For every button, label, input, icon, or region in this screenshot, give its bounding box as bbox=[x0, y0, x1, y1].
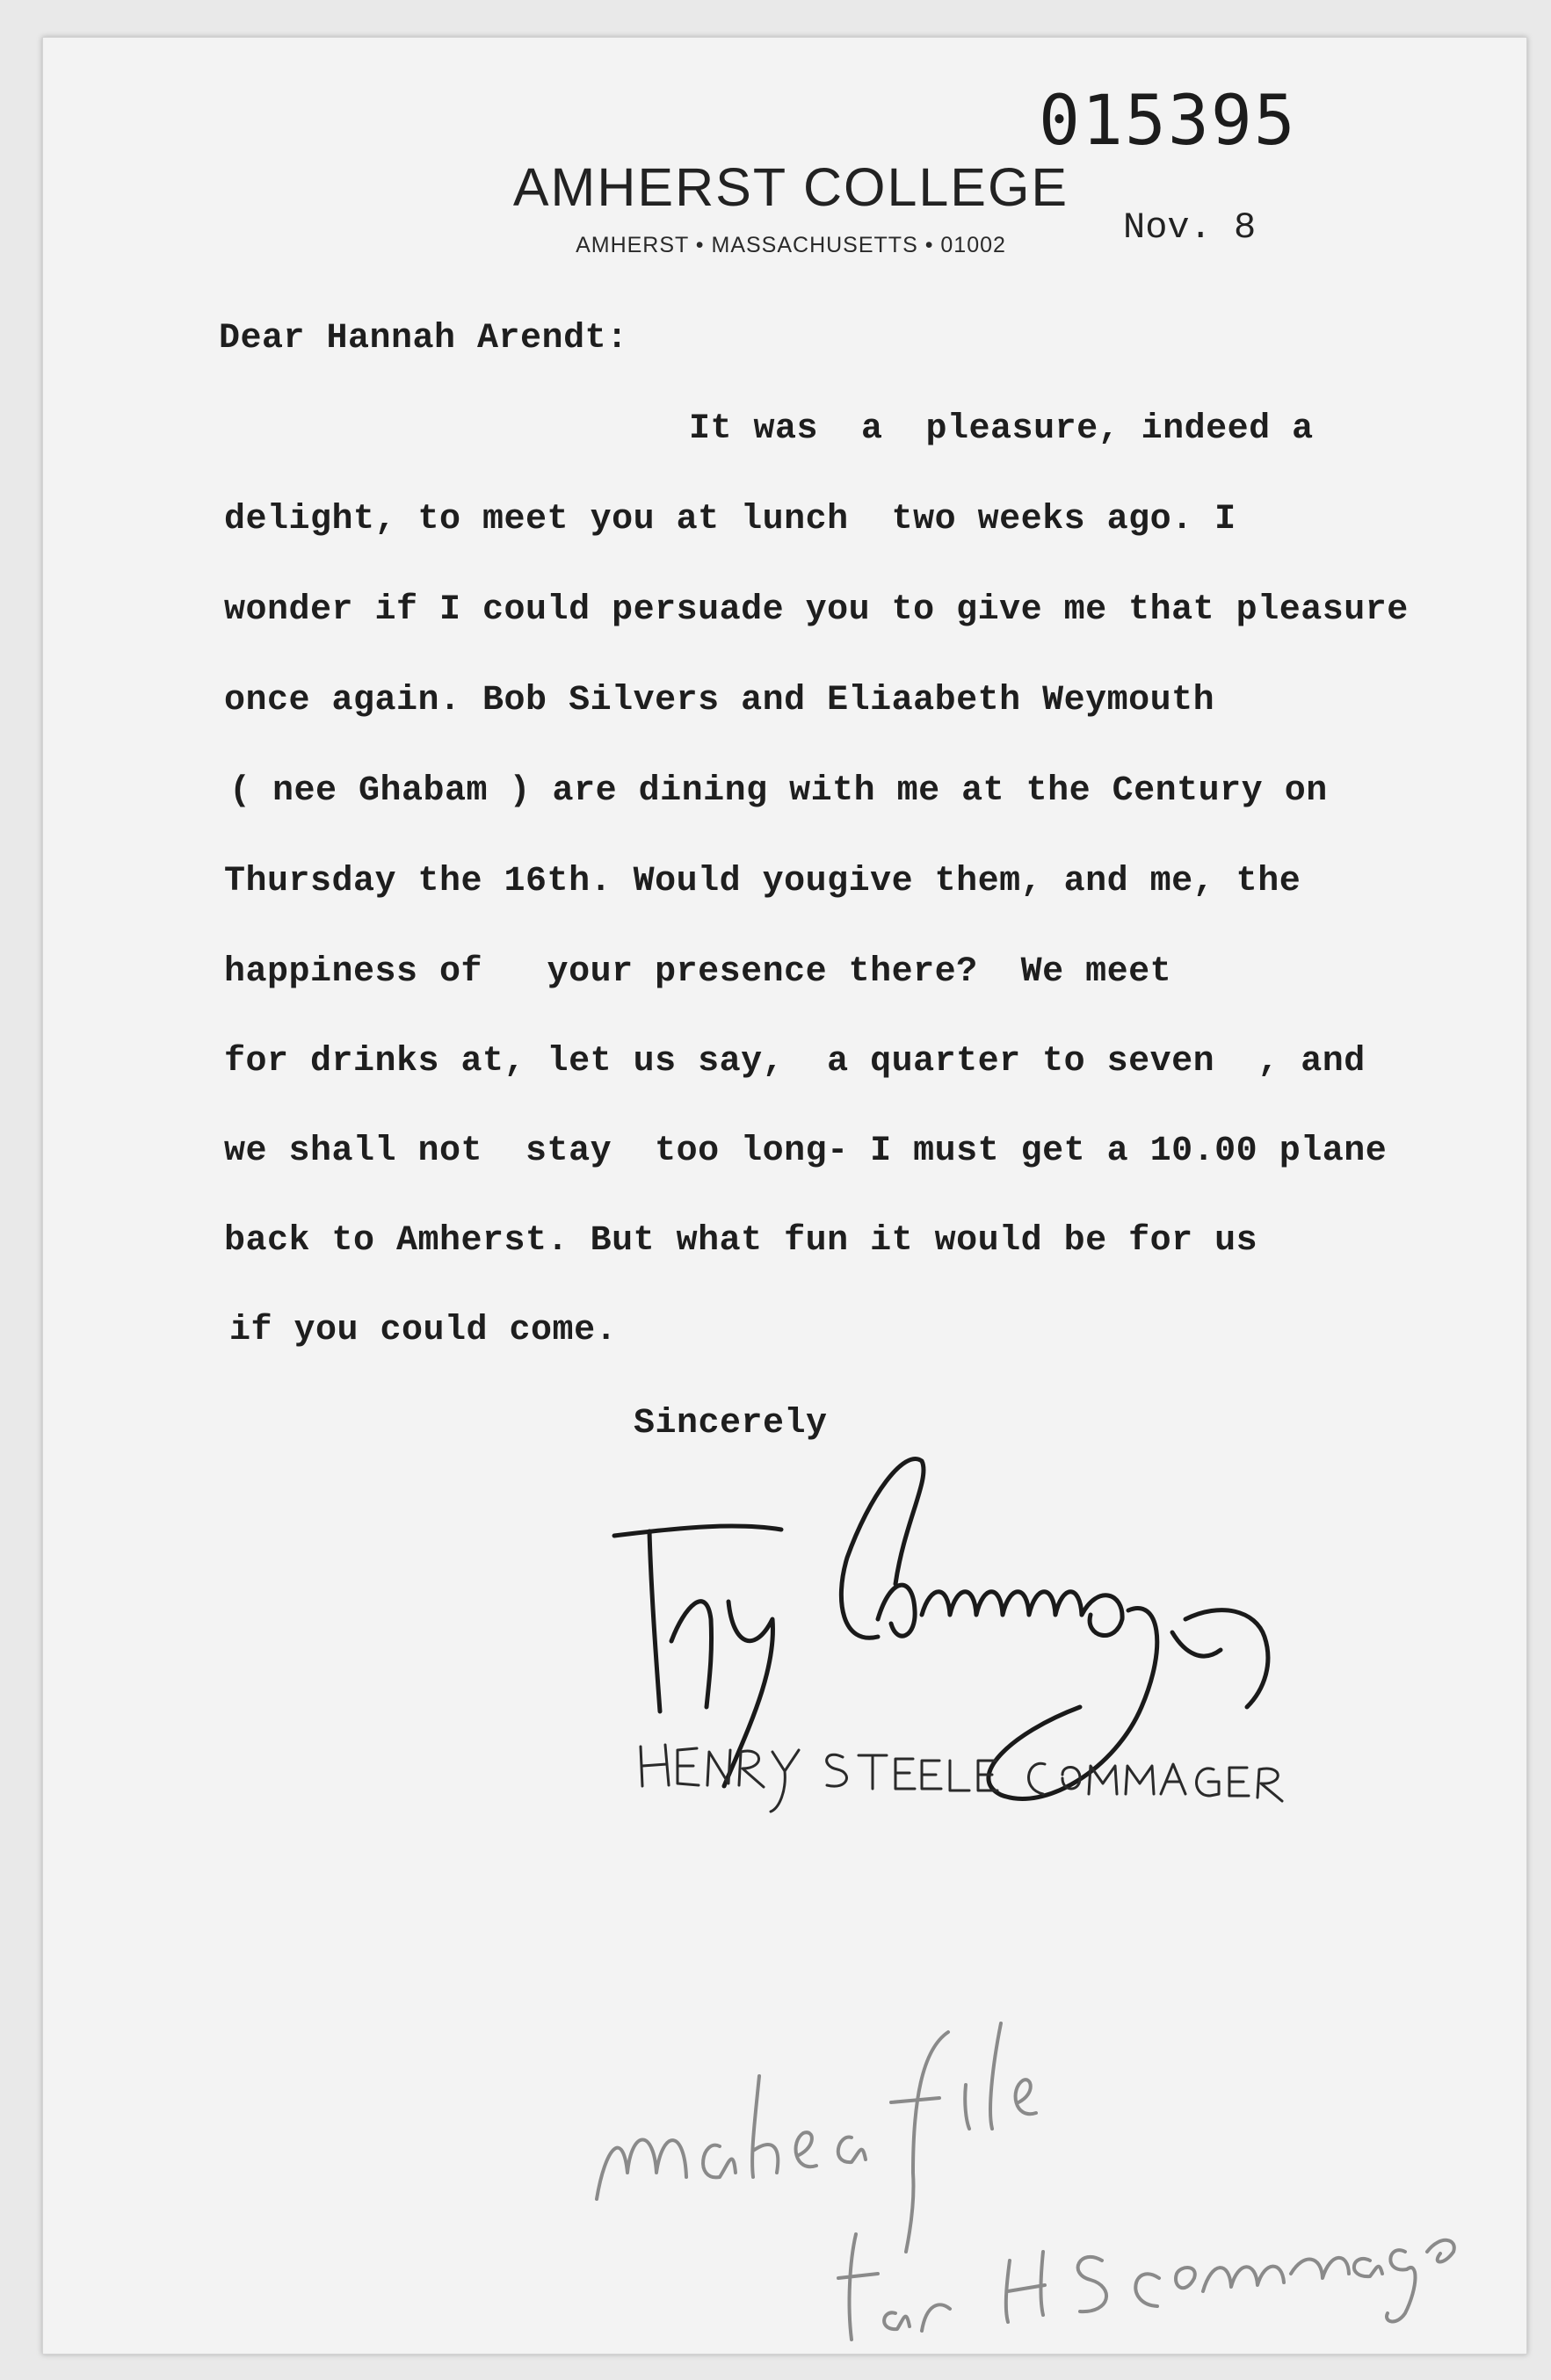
body-line: we shall not stay too long- I must get a 10.00 plane bbox=[224, 1132, 1388, 1171]
body-line: back to Amherst. But what fun it would be for us bbox=[224, 1221, 1258, 1261]
body-line: Thursday the 16th. Would yougive them, and me, the bbox=[224, 862, 1301, 901]
body-line: once again. Bob Silvers and Eliaabeth Weymouth bbox=[224, 681, 1215, 720]
document-number: 015395 bbox=[1039, 82, 1297, 161]
salutation: Dear Hannah Arendt: bbox=[219, 319, 628, 358]
body-line: delight, to meet you at lunch two weeks ago. I bbox=[224, 500, 1236, 539]
letterhead-address: AMHERST • MASSACHUSETTS • 01002 bbox=[576, 233, 1006, 257]
body-line: It was a pleasure, indeed a bbox=[689, 409, 1314, 449]
printed-name-handwriting bbox=[623, 1720, 1291, 1826]
body-line: ( nee Ghabam ) are dining with me at the Century on bbox=[229, 771, 1328, 811]
closing: Sincerely bbox=[634, 1404, 828, 1443]
handwritten-pencil-note bbox=[588, 1971, 1467, 2348]
body-line: if you could come. bbox=[229, 1311, 618, 1350]
body-line: wonder if I could persuade you to give me that pleasure bbox=[224, 590, 1409, 630]
letterhead-college-name: AMHERST COLLEGE bbox=[512, 157, 1069, 217]
letter-date: Nov. 8 bbox=[1123, 206, 1257, 249]
letter-page bbox=[42, 37, 1527, 2355]
body-line: for drinks at, let us say, a quarter to seven , and bbox=[224, 1042, 1366, 1081]
body-line: happiness of your presence there? We meet bbox=[224, 952, 1172, 992]
